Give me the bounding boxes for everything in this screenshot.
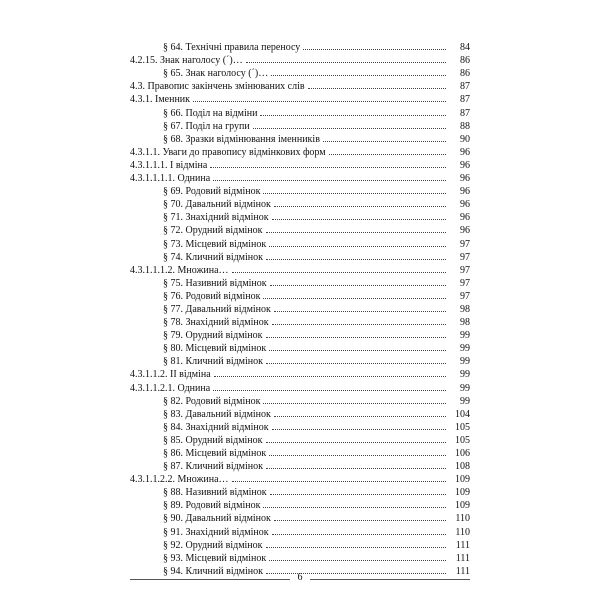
toc-entry — [130, 66, 470, 79]
toc-entry — [130, 158, 470, 171]
toc-entry — [130, 472, 470, 485]
toc-leader-dots — [263, 297, 446, 299]
toc-leader-dots — [308, 87, 446, 89]
toc-leader-dots — [303, 48, 446, 50]
toc-entry-page: 99 — [460, 343, 470, 355]
toc-entry-page: 98 — [460, 303, 470, 315]
toc-entry — [130, 407, 470, 420]
toc-entry — [130, 276, 470, 289]
toc-entry — [130, 197, 470, 210]
toc-entry-title: § 80. Місцевий відмінок — [163, 343, 267, 355]
toc-leader-dots — [269, 245, 446, 247]
toc-entry-page: 110 — [455, 526, 470, 538]
toc-entry — [130, 433, 470, 446]
toc-leader-dots — [266, 258, 446, 260]
toc-entry-page: 99 — [460, 330, 470, 342]
toc-leader-dots — [232, 480, 446, 482]
toc-entry-title: § 69. Родовий відмінок — [163, 186, 261, 198]
toc-leader-dots — [266, 231, 446, 233]
toc-entry-title: § 66. Поділ на відміни — [163, 107, 258, 119]
toc-leader-dots — [269, 349, 446, 351]
toc-entry-title: 4.2.15. Знак наголосу (ˊ)… — [130, 55, 243, 67]
toc-entry-title: § 81. Кличний відмінок — [163, 356, 263, 368]
toc-leader-dots — [193, 100, 446, 102]
toc-entry-page: 97 — [460, 277, 470, 289]
toc-leader-dots — [266, 441, 446, 443]
toc-entry-title: § 77. Давальний відмінок — [163, 303, 271, 315]
toc-entry-title: § 68. Зразки відмінювання іменників — [163, 133, 320, 145]
toc-entry-page: 99 — [460, 395, 470, 407]
toc-leader-dots — [272, 323, 446, 325]
toc-entry — [130, 145, 470, 158]
toc-leader-dots — [270, 493, 446, 495]
toc-leader-dots — [266, 362, 446, 364]
toc-entry — [130, 250, 470, 263]
toc-leader-dots — [271, 74, 446, 76]
toc-entry — [130, 119, 470, 132]
toc-leader-dots — [269, 454, 446, 456]
toc-leader-dots — [263, 506, 446, 508]
toc-entry-page: 105 — [455, 421, 470, 433]
toc-entry-title: § 64. Технічні правила переносу — [163, 42, 301, 54]
toc-entry-page: 106 — [455, 448, 470, 459]
toc-entry-title: 4.3. Правопис закінчень змінюваних слів — [130, 81, 305, 93]
toc-entry-page: 99 — [460, 356, 470, 368]
toc-entry-page: 97 — [460, 251, 470, 263]
toc-entry — [130, 236, 470, 249]
toc-entry — [130, 551, 470, 564]
toc-entry — [130, 485, 470, 498]
table-of-contents — [130, 40, 470, 577]
toc-leader-dots — [274, 205, 446, 207]
toc-entry-title: § 73. Місцевий відмінок — [163, 238, 267, 250]
toc-entry-title: § 82. Родовий відмінок — [163, 395, 261, 407]
toc-entry-title: § 74. Кличний відмінок — [163, 251, 263, 263]
toc-entry — [130, 263, 470, 276]
toc-entry-page: 110 — [455, 513, 470, 525]
toc-entry — [130, 380, 470, 393]
toc-entry-title: § 70. Давальний відмінок — [163, 199, 271, 211]
toc-entry — [130, 394, 470, 407]
toc-entry-title: § 93. Місцевий відмінок — [163, 552, 267, 564]
toc-entry-title: 4.3.1.1.2.2. Множина… — [130, 474, 229, 486]
toc-entry — [130, 40, 470, 53]
toc-leader-dots — [263, 402, 446, 404]
toc-entry — [130, 53, 470, 66]
toc-entry-title: § 84. Знахідний відмінок — [163, 421, 269, 433]
toc-entry — [130, 315, 470, 328]
toc-entry — [130, 341, 470, 354]
toc-entry — [130, 223, 470, 236]
toc-entry-title: § 79. Орудний відмінок — [163, 330, 263, 342]
toc-entry-page: 109 — [455, 500, 470, 512]
toc-entry-title: § 90. Давальний відмінок — [163, 513, 271, 525]
toc-entry-title: § 72. Орудний відмінок — [163, 225, 263, 237]
toc-entry-page: 97 — [460, 290, 470, 302]
toc-entry-title: § 71. Знахідний відмінок — [163, 212, 269, 224]
toc-entry-title: § 87. Кличний відмінок — [163, 461, 263, 473]
footer-rule-left — [130, 579, 290, 580]
toc-leader-dots — [246, 61, 446, 63]
toc-leader-dots — [323, 140, 446, 142]
toc-entry-page: 96 — [460, 159, 470, 171]
toc-leader-dots — [266, 546, 446, 548]
toc-entry-page: 96 — [460, 225, 470, 237]
toc-entry — [130, 446, 470, 459]
toc-entry-title: § 76. Родовий відмінок — [163, 290, 261, 302]
toc-leader-dots — [213, 389, 446, 391]
toc-entry-title: § 94. Кличний відмінок — [163, 565, 263, 577]
toc-entry-page: 105 — [455, 434, 470, 446]
toc-entry-page: 86 — [460, 68, 470, 80]
toc-entry-page: 104 — [455, 408, 470, 420]
toc-entry — [130, 210, 470, 223]
toc-leader-dots — [270, 284, 446, 286]
toc-entry-page: 96 — [460, 173, 470, 185]
toc-entry-page: 96 — [460, 212, 470, 224]
toc-leader-dots — [266, 336, 446, 338]
toc-entry — [130, 538, 470, 551]
toc-entry-title: § 89. Родовий відмінок — [163, 500, 261, 512]
toc-entry-title: 4.3.1.1.1.2. Множина… — [130, 264, 229, 276]
toc-entry-page: 88 — [460, 120, 470, 132]
toc-entry-page: 96 — [460, 146, 470, 158]
toc-entry-title: 4.3.1.1.1.1. Однина — [130, 173, 211, 185]
toc-leader-dots — [269, 559, 446, 561]
toc-leader-dots — [214, 375, 446, 377]
toc-leader-dots — [210, 166, 446, 168]
toc-entry-title: § 65. Знак наголосу (ˊ)… — [163, 68, 269, 80]
toc-entry — [130, 354, 470, 367]
toc-leader-dots — [253, 127, 446, 129]
toc-entry-title: 4.3.1.1.2.1. Однина — [130, 382, 211, 394]
toc-entry-page: 98 — [460, 317, 470, 329]
toc-entry — [130, 511, 470, 524]
toc-entry-title: § 92. Орудний відмінок — [163, 539, 263, 551]
toc-entry-page: 87 — [460, 81, 470, 93]
toc-entry-page: 109 — [455, 474, 470, 486]
toc-entry — [130, 92, 470, 105]
toc-entry-page: 109 — [455, 487, 470, 499]
toc-entry-page: 111 — [455, 552, 470, 564]
toc-entry-title: § 88. Називний відмінок — [163, 487, 267, 499]
toc-entry-title: § 91. Знахідний відмінок — [163, 526, 269, 538]
toc-entry — [130, 302, 470, 315]
toc-leader-dots — [263, 192, 446, 194]
toc-leader-dots — [266, 467, 446, 469]
toc-entry-page: 99 — [460, 382, 470, 394]
toc-entry-title: § 75. Називний відмінок — [163, 277, 267, 289]
footer-rule-right — [310, 579, 470, 580]
toc-leader-dots — [213, 179, 446, 181]
toc-entry — [130, 498, 470, 511]
toc-leader-dots — [272, 428, 446, 430]
toc-entry-title: 4.3.1. Іменник — [130, 94, 191, 106]
toc-entry — [130, 459, 470, 472]
toc-entry — [130, 184, 470, 197]
toc-leader-dots — [274, 519, 446, 521]
toc-entry-page: 97 — [460, 264, 470, 276]
toc-entry — [130, 420, 470, 433]
toc-entry — [130, 367, 470, 380]
toc-entry — [130, 524, 470, 537]
toc-entry-page: 99 — [460, 369, 470, 381]
toc-entry-page: 84 — [460, 42, 470, 54]
toc-entry-page: 87 — [460, 107, 470, 119]
toc-entry-page: 90 — [460, 133, 470, 145]
toc-entry-page: 111 — [455, 539, 470, 551]
toc-leader-dots — [274, 415, 446, 417]
toc-entry — [130, 79, 470, 92]
toc-leader-dots — [232, 271, 446, 273]
toc-entry-title: § 85. Орудний відмінок — [163, 434, 263, 446]
toc-entry-title: 4.3.1.1.1. I відміна — [130, 159, 208, 171]
toc-entry-title: 4.3.1.1.2. II відміна — [130, 369, 211, 381]
toc-leader-dots — [272, 533, 446, 535]
toc-entry-page: 111 — [455, 565, 470, 577]
toc-entry-page: 108 — [455, 461, 470, 473]
toc-leader-dots — [274, 310, 446, 312]
toc-entry-title: § 67. Поділ на групи — [163, 120, 250, 132]
toc-entry — [130, 105, 470, 118]
toc-entry-page: 96 — [460, 186, 470, 198]
toc-entry — [130, 132, 470, 145]
toc-entry — [130, 171, 470, 184]
toc-entry-page: 87 — [460, 94, 470, 106]
page-number: 6 — [297, 572, 303, 583]
toc-entry-page: 97 — [460, 238, 470, 250]
toc-entry-title: § 83. Давальний відмінок — [163, 408, 271, 420]
toc-entry — [130, 328, 470, 341]
toc-entry-title: 4.3.1.1. Уваги до правопису відмінкових форм — [130, 146, 326, 158]
toc-leader-dots — [329, 153, 446, 155]
toc-entry-page: 96 — [460, 199, 470, 211]
toc-entry — [130, 289, 470, 302]
toc-leader-dots — [260, 114, 446, 116]
toc-entry-title: § 78. Знахідний відмінок — [163, 317, 269, 329]
toc-entry-page: 86 — [460, 55, 470, 67]
toc-entry-title: § 86. Місцевий відмінок — [163, 448, 267, 459]
toc-leader-dots — [272, 218, 446, 220]
